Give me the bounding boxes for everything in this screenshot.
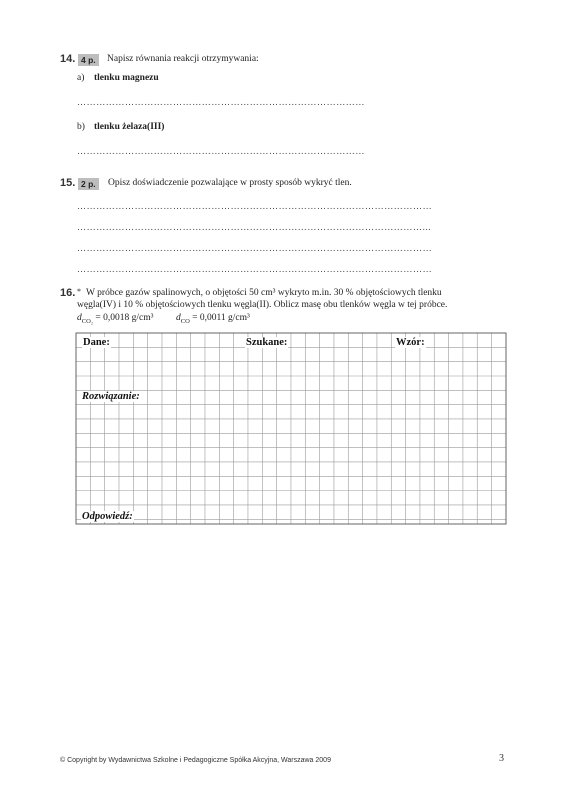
q14-prompt: Napisz równania reakcji otrzymywania:: [107, 54, 259, 64]
q14-points-badge: 4 p.: [78, 54, 99, 66]
q14-b-label: tlenku żelaza(III): [94, 122, 165, 132]
q16-star: *: [77, 287, 81, 296]
q16-number: 16.: [60, 287, 76, 299]
q15-points-badge: 2 p.: [78, 178, 99, 190]
grid-label-odpowiedz: Odpowiedź:: [82, 511, 133, 522]
density-value: = 0,0011 g/cm³: [192, 313, 250, 323]
density-symbol: d: [77, 313, 82, 323]
grid-label-szukane: Szukane:: [246, 337, 288, 348]
q15-number: 15.: [60, 177, 76, 189]
grid-label-dane: Dane:: [83, 337, 110, 348]
q15-prompt: Opisz doświadczenie pozwalające w prosty sposób wykryć tlen.: [108, 178, 352, 188]
q14-a-marker: a): [77, 73, 85, 83]
grid-label-wzor: Wzór:: [396, 337, 425, 348]
q15-answer-line-4[interactable]: …………………………………………………………………………………………………: [77, 264, 433, 274]
density-value: = 0,0018 g/cm³: [95, 313, 154, 323]
density-subscript: CO₂: [81, 317, 94, 325]
q15-answer-line-2[interactable]: ………………………………………………………………………………………………...: [77, 222, 432, 232]
footer-copyright: © Copyright by Wydawnictwa Szkolne i Pedagogiczne Spółka Akcyjna, Warszawa 2009: [60, 757, 331, 764]
q14-b-answer-line[interactable]: ………………………………………………………………………………: [77, 146, 365, 156]
q16-text-line-2: węgla(IV) i 10 % objętościowych tlenku węgla(II). Oblicz masę obu tlenków węgla w tej próbce.: [77, 300, 448, 310]
q14-a-answer-line[interactable]: ………………………………………………………………………………: [77, 97, 365, 107]
q16-text-line-1: W próbce gazów spalinowych, o objętości 50 cm³ wykryto m.in. 30 % objętościowych tlenku: [86, 288, 442, 298]
q15-answer-line-1[interactable]: …………………………………………………………………………………………………: [77, 201, 433, 211]
grid-label-rozwiazanie: Rozwiązanie:: [82, 391, 140, 402]
q14-number: 14.: [60, 53, 76, 65]
density-symbol: d: [176, 313, 181, 323]
q15-answer-line-3[interactable]: …………………………………………………………………………………………………: [77, 243, 433, 253]
q14-a-label: tlenku magnezu: [94, 73, 159, 83]
page-number: 3: [499, 753, 504, 764]
q14-b-marker: b): [77, 122, 85, 132]
density-subscript: CO: [180, 317, 190, 325]
